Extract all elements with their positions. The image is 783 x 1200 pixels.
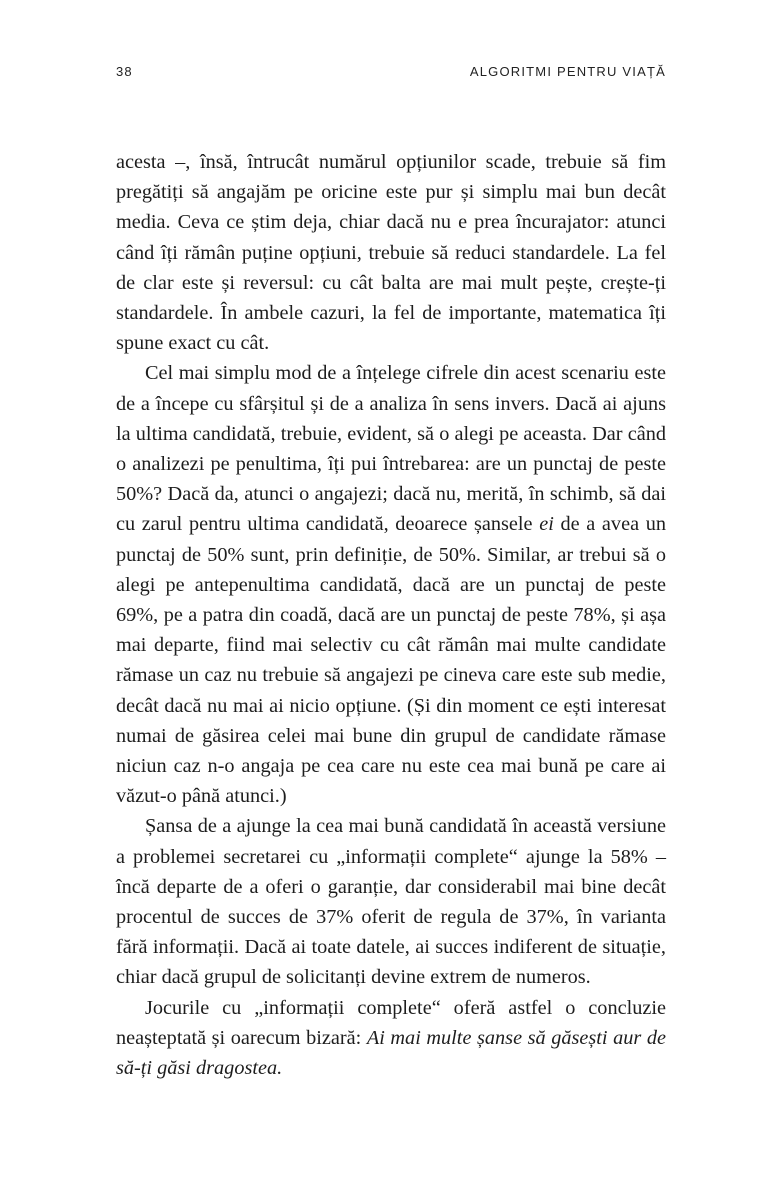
running-header — [116, 64, 666, 84]
paragraph-2-part-2: de a avea un punctaj de 50% sunt, prin definiție, de 50%. Similar, ar trebui să o alegi pe antepenultima candidată, dacă are un punctaj de peste 69%, pe a patra din coadă, dacă are un punctaj de peste 78%, și așa mai departe, fiind mai selectiv cu cât rămân mai multe candidate rămase un caz nu trebuie să angajezi pe cineva care este sub medie, decât dacă nu mai ai nicio opțiune. (Și din moment ce ești interesat numai de găsirea celei mai bune din grupul de candidate rămase niciun caz n-o angaja pe cea care nu este cea mai bună pe care ai văzut-o până atunci.) — [116, 513, 666, 808]
paragraph-2-italic: ei — [539, 513, 554, 536]
paragraph-4-italic: Ai mai multe șanse să găsești aur de să-ți găsi dragostea. — [116, 1026, 666, 1080]
paragraph-2 — [116, 358, 666, 811]
book-title: ALGORITMI PENTRU VIAȚĂ — [469, 64, 666, 79]
page-number: 38 — [116, 64, 133, 79]
paragraph-2-part-1: Cel mai simplu mod de a înțelege cifrele din acest scenariu este de a începe cu sfârșitul și de a analiza în sens invers. Dacă ai ajuns la ultima candidată, trebuie, evident, să o alegi pe aceasta. Dar când o analizezi pe penultima, îți pui întrebarea: are un punctaj de peste 50%? Dacă da, atunci o angajezi; dacă nu, merită, în schimb, să dai cu zarul pentru ultima candidată, deoarece șansele — [116, 362, 666, 536]
paragraph-4-part-1: Jocurile cu „informații complete“ oferă astfel o concluzie neașteptată și oarecum bizară: — [116, 996, 666, 1049]
page-body — [116, 147, 666, 1083]
paragraph-4 — [116, 993, 666, 1084]
paragraph-1: acesta –, însă, întrucât numărul opțiunilor scade, trebuie să fim pregătiți să angajăm pe oricine este pur și simplu mai bun decât media. Ceva ce știm deja, chiar dacă nu e prea încurajator: atunci când îți rămân puține opțiuni, trebuie să reduci standardele. La fel de clar este și reversul: cu cât balta are mai mult pește, crește-ți standardele. În ambele cazuri, la fel de importante, matematica îți spune exact cu cât. — [116, 151, 666, 355]
paragraph-3: Șansa de a ajunge la cea mai bună candidată în această versiune a problemei secretarei cu „informații complete“ ajunge la 58% – încă departe de a oferi o garanție, dar considerabil mai bine decât procentul de succes de 37% oferit de regula de 37%, în varianta fără informații. Dacă ai toate datele, ai succes indiferent de situație, chiar dacă grupul de solicitanți devine extrem de numeros. — [116, 815, 666, 989]
